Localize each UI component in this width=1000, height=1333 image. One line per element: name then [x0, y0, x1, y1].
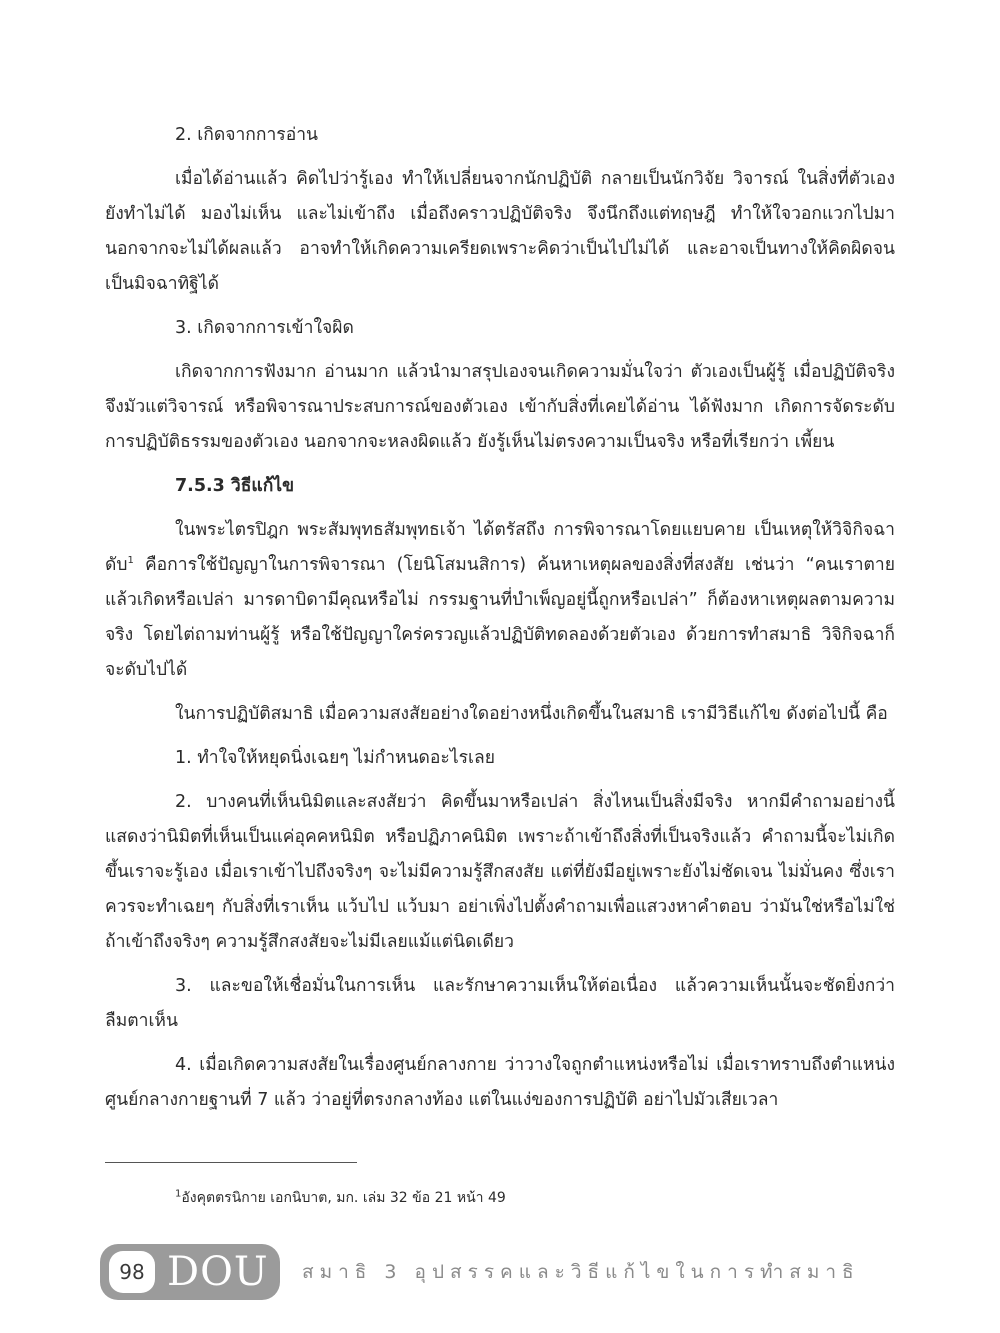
paragraph-misunderstanding: เกิดจากการฟังมาก อ่านมาก แล้วนำมาสรุปเองจนเกิดความมั่นใจว่า ตัวเองเป็นผู้รู้ เมื่อปฏิบัติจริงจึงมัวแต่วิจารณ์ หรือพิจารณาประสบการณ์ของตัวเอง เข้ากับสิ่งที่เคยได้อ่าน ได้ฟังมาก เกิดการจัดระดับการปฏิบัติธรรมของตัวเอง นอกจากจะหลงผิดแล้ว ยังรู้เห็นไม่ตรงความเป็นจริง หรือที่เรียกว่า เพี้ยน: [105, 362, 895, 452]
footnote-text: อังคุตตรนิกาย เอกนิบาต, มก. เล่ม 32 ข้อ 21 หน้า 49: [181, 1190, 506, 1206]
footnote-reference: 1: [127, 555, 134, 567]
paragraph-tipitaka: [105, 513, 895, 688]
section-heading: 7.5.3 วิธีแก้ไข: [175, 476, 295, 496]
list-item-3: 3. และขอให้เชื่อมั่นในการเห็น และรักษาความเห็นให้ต่อเนื่อง แล้วความเห็นนั้นจะชัดยิ่งกว่าลืมตาเห็น: [105, 976, 895, 1031]
list-item-2: 2. บางคนที่เห็นนิมิตและสงสัยว่า คิดขึ้นมาหรือเปล่า สิ่งไหนเป็นสิ่งมีจริง หากมีคำถามอย่างนี้แสดงว่านิมิตที่เห็นเป็นแค่อุคคหนิมิต หรือปฏิภาคนิมิต เพราะถ้าเข้าถึงสิ่งที่เป็นจริงแล้ว คำถามนี้จะไม่เกิดขึ้นเราจะรู้เอง เมื่อเราเข้าไปถึงจริงๆ จะไม่มีความรู้สึกสงสัย แต่ที่ยังมีอยู่เพราะยังไม่ชัดเจน ไม่มั่นคง ซึ่งเราควรจะทำเฉยๆ กับสิ่งที่เราเห็น แว้บไป แว้บมา อย่าเพิ่งไปตั้งคำถามเพื่อแสวงหาคำตอบ ว่ามันใช่หรือไม่ใช่ ถ้าเข้าถึงจริงๆ ความรู้สึกสงสัยจะไม่มีเลยแม้แต่นิดเดียว: [105, 792, 895, 952]
paragraph-tipitaka-part1: ในพระไตรปิฎก พระสัมพุทธสัมพุทธเจ้า ได้ตรัสถึง การพิจารณาโดยแยบคาย เป็นเหตุให้วิจิกิจฉาดับ: [105, 520, 895, 575]
list-item-reading: 2. เกิดจากการอ่าน: [175, 125, 318, 145]
list-item-4: 4. เมื่อเกิดความสงสัยในเรื่องศูนย์กลางกาย ว่าวางใจถูกตำแหน่งหรือไม่ เมื่อเราทราบถึงตำแหน่งศูนย์กลางกายฐานที่ 7 แล้ว ว่าอยู่ที่ตรงกลางท้อง แต่ในแง่ของการปฏิบัติ อย่าไปมัวเสียเวลา: [105, 1055, 895, 1110]
running-title: สมาธิ 3 อุปสรรคและวิธีแก้ไขในการทำสมาธิ: [302, 1261, 860, 1283]
footnote: [175, 1188, 506, 1208]
list-item-1: 1. ทำใจให้หยุดนิ่งเฉยๆ ไม่กำหนดอะไรเลย: [175, 748, 495, 768]
footnote-mark: 1: [175, 1188, 182, 1200]
footnote-divider: [105, 1162, 357, 1163]
footer-badge: [100, 1244, 280, 1300]
paragraph-practice-intro: ในการปฏิบัติสมาธิ เมื่อความสงสัยอย่างใดอย่างหนึ่งเกิดขึ้นในสมาธิ เรามีวิธีแก้ไข ดังต่อไปนี้ คือ: [175, 704, 888, 724]
page-number: 98: [109, 1251, 155, 1293]
paragraph-reading: เมื่อได้อ่านแล้ว คิดไปว่ารู้เอง ทำให้เปลี่ยนจากนักปฏิบัติ กลายเป็นนักวิจัย วิจารณ์ ในสิ่งที่ตัวเองยังทำไม่ได้ มองไม่เห็น และไม่เข้าถึง เมื่อถึงคราวปฏิบัติจริง จึงนึกถึงแต่ทฤษฎี ทำให้ใจวอกแวกไปมา นอกจากจะไม่ได้ผลแล้ว อาจทำให้เกิดความเครียดเพราะคิดว่าเป็นไปไม่ได้ และอาจเป็นทางให้คิดผิดจนเป็นมิจฉาทิฐิได้: [105, 169, 895, 294]
page-body: [105, 118, 895, 1127]
page-footer: [100, 1244, 860, 1300]
list-item-misunderstanding: 3. เกิดจากการเข้าใจผิด: [175, 318, 354, 338]
dou-logo: DOU: [167, 1249, 269, 1295]
paragraph-tipitaka-part2: คือการใช้ปัญญาในการพิจารณา (โยนิโสมนสิการ) ค้นหาเหตุผลของสิ่งที่สงสัย เช่นว่า “คนเราตายแล้วเกิดหรือเปล่า มารดาบิดามีคุณหรือไม่ กรรมฐานที่บำเพ็ญอยู่นี้ถูกหรือเปล่า” ก็ต้องหาเหตุผลตามความจริง โดยไต่ถามท่านผู้รู้ หรือใช้ปัญญาใคร่ครวญแล้วปฏิบัติทดลองด้วยตัวเอง ด้วยการทำสมาธิ วิจิกิจฉาก็จะดับไปได้: [105, 555, 895, 680]
